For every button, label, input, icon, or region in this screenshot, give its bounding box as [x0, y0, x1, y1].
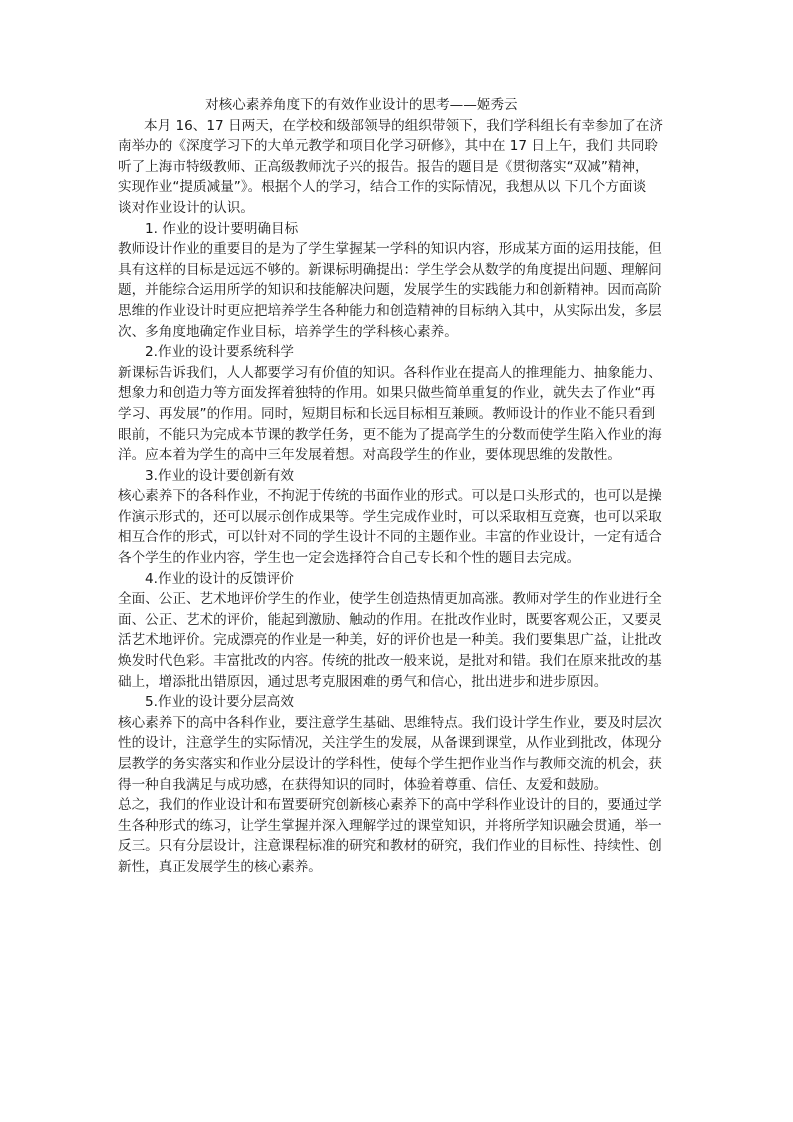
paragraph-line: 新性，真正发展学生的核心素养。 — [118, 858, 322, 875]
section-heading: 4.作业的设计的反馈评价 — [145, 570, 294, 587]
paragraph-line: 新课标告诉我们，人人都要学习有价值的知识。各科作业在提高人的推理能力、抽象能力、 — [118, 364, 662, 381]
paragraph-line: 具有这样的目标是远远不够的。新课标明确提出：学生学会从数学的角度提出问题、理解问 — [118, 261, 662, 278]
paragraph-line: 思维的作业设计时更应把培养学生各种能力和创造精神的目标纳入其中，从实际出发，多层 — [118, 302, 662, 319]
paragraph — [118, 589, 662, 692]
paragraph-line: 性的设计，注意学生的实际情况，关注学生的发展，从备课到课堂，从作业到批改，体现分 — [118, 735, 662, 752]
paragraph-line: 本月 16、17 日两天，在学校和级部领导的组织带领下，我们学科组长有幸参加了在济 — [144, 117, 664, 134]
paragraph-line: 谈对作业设计的认识。 — [118, 199, 254, 216]
paragraph-line: 实现作业“提质减量”》。根据个人的学习，结合工作的实际情况，我想从以 下几个方面谈 — [118, 179, 647, 196]
paragraph-line: 学习、再发展”的作用。同时，短期目标和长远目标相互兼顾。教师设计的作业不能只看到 — [118, 405, 656, 422]
paragraph-line: 得一种自我满足与成功感，在获得知识的同时，体验着尊重、信任、友爱和鼓励。 — [118, 776, 608, 793]
paragraph-line: 想象力和创造力等方面发挥着独特的作用。如果只做些简单重复的作业，就失去了作业“再 — [118, 385, 656, 402]
paragraph — [118, 239, 662, 342]
paragraph-line: 总之，我们的作业设计和布置要研究创新核心素养下的高中学科作业设计的目的，要通过学 — [118, 797, 662, 814]
document-page — [118, 95, 664, 878]
paragraph-line: 础上，增添批出错原因，通过思考克服困难的勇气和信心，批出进步和进步原因。 — [118, 673, 608, 690]
paragraph-line: 反三。只有分层设计，注意课程标准的研究和教材的研究，我们作业的目标性、持续性、创 — [118, 838, 662, 855]
paragraph-line: 次、多角度地确定作业目标，培养学生的学科核心素养。 — [118, 323, 458, 340]
paragraph-line: 各个学生的作业内容，学生也一定会选择符合自己专长和个性的题目去完成。 — [118, 550, 581, 567]
paragraph-line: 相互合作的形式，可以针对不同的学生设计不同的主题作业。丰富的作业设计，一定有适合 — [118, 529, 662, 546]
paragraph — [118, 486, 662, 568]
section-heading: 1. 作业的设计要明确目标 — [145, 220, 299, 237]
paragraph — [118, 116, 664, 219]
paragraph-line: 作演示形式的，还可以展示创作成果等。学生完成作业时，可以采取相互竞赛，也可以采取 — [118, 508, 662, 525]
paragraph-line: 南举办的《深度学习下的大单元教学和项目化学习研修》，其中在 17 日上午，我们 共同聆 — [118, 138, 659, 155]
document-title: 对核心素养角度下的有效作业设计的思考——姬秀云 — [205, 97, 518, 113]
paragraph-line: 层教学的务实落实和作业分层设计的学科性，使每个学生把作业当作与教师交流的机会，获 — [118, 756, 662, 772]
paragraph-line: 洋。应本着为学生的高中三年发展着想。对高段学生的作业，要体现思维的发散性。 — [118, 447, 621, 464]
section-heading: 3.作业的设计要创新有效 — [145, 467, 294, 484]
paragraph-line: 面、公正、艺术的评价，能起到激励、触动的作用。在批改作业时，既要客观公正，又要灵 — [118, 611, 662, 628]
document-body — [118, 116, 664, 878]
paragraph-line: 题，并能综合运用所学的知识和技能解决问题，发展学生的实践能力和创新精神。因而高阶 — [118, 282, 662, 299]
paragraph-line: 教师设计作业的重要目的是为了学生掌握某一学科的知识内容，形成某方面的运用技能，但 — [118, 241, 662, 258]
paragraph-line: 活艺术地评价。完成漂亮的作业是一种美，好的评价也是一种美。我们要集思广益，让批改 — [118, 632, 662, 649]
paragraph-line: 听了上海市特级教师、正高级教师沈子兴的报告。报告的题目是《贯彻落实“双减”精神， — [118, 158, 649, 175]
paragraph-line: 全面、公正、艺术地评价学生的作业，使学生创造热情更加高涨。教师对学生的作业进行全 — [118, 591, 662, 608]
paragraph — [118, 713, 662, 795]
paragraph-line: 核心素养下的高中各科作业，要注意学生基础、思维特点。我们设计学生作业，要及时层次 — [118, 714, 662, 731]
paragraph — [118, 795, 662, 877]
section-heading: 2.作业的设计要系统科学 — [145, 344, 294, 361]
paragraph — [118, 363, 662, 466]
paragraph-line: 核心素养下的各科作业，不拘泥于传统的书面作业的形式。可以是口头形式的，也可以是操 — [118, 488, 662, 505]
section-heading: 5.作业的设计要分层高效 — [145, 694, 294, 711]
paragraph-line: 焕发时代色彩。丰富批改的内容。传统的批改一般来说，是批对和错。我们在原来批改的基 — [118, 653, 662, 670]
paragraph-line: 眼前，不能只为完成本节课的教学任务，更不能为了提高学生的分数而使学生陷入作业的海 — [118, 426, 662, 443]
paragraph-line: 生各种形式的练习，让学生掌握并深入理解学过的课堂知识，并将所学知识融会贯通，举一 — [118, 817, 662, 834]
